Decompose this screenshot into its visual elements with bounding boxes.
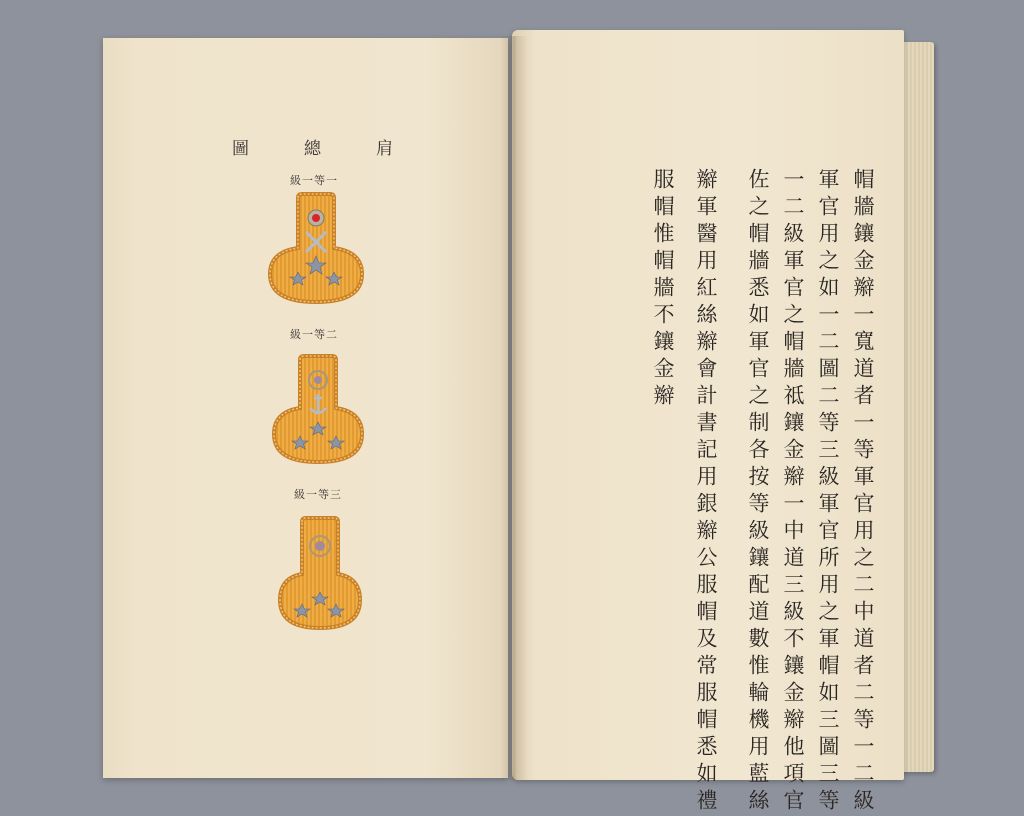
epaulette-grade-1 — [268, 192, 364, 308]
text-column-2: 軍官用之如一二圖二等三級軍官所用之軍帽如三圖三等 — [816, 168, 840, 816]
page-title-char: 圖 — [232, 139, 249, 159]
page-title-char: 肩 — [376, 139, 393, 159]
grade-label: 級一等三 — [294, 488, 342, 501]
page-title-char: 總 — [304, 139, 321, 159]
text-column-3: 一二級軍官之帽牆祗鑲金辮一中道三級不鑲金辮他項官 — [781, 168, 805, 816]
text-column-1: 帽牆鑲金辮一寬道者一等軍官用之二中道者二等一二級 — [851, 168, 875, 816]
book-gutter — [500, 36, 528, 780]
text-column-5: 辮軍醫用紅絲辮會計書記用銀辮公服帽及常服帽悉如禮 — [694, 168, 718, 816]
text-column-6: 服帽惟帽牆不鑲金辮 — [651, 168, 675, 411]
red-button-icon — [312, 214, 320, 222]
epaulette-grade-2 — [272, 354, 364, 466]
epaulette-grade-3 — [278, 516, 362, 632]
grade-label: 級一等一 — [290, 174, 338, 187]
page-edges — [900, 42, 934, 772]
text-column-4: 佐之帽牆悉如軍官之制各按等級鑲配道數惟輪機用藍絲 — [746, 168, 770, 816]
grade-label: 級一等二 — [290, 328, 338, 341]
